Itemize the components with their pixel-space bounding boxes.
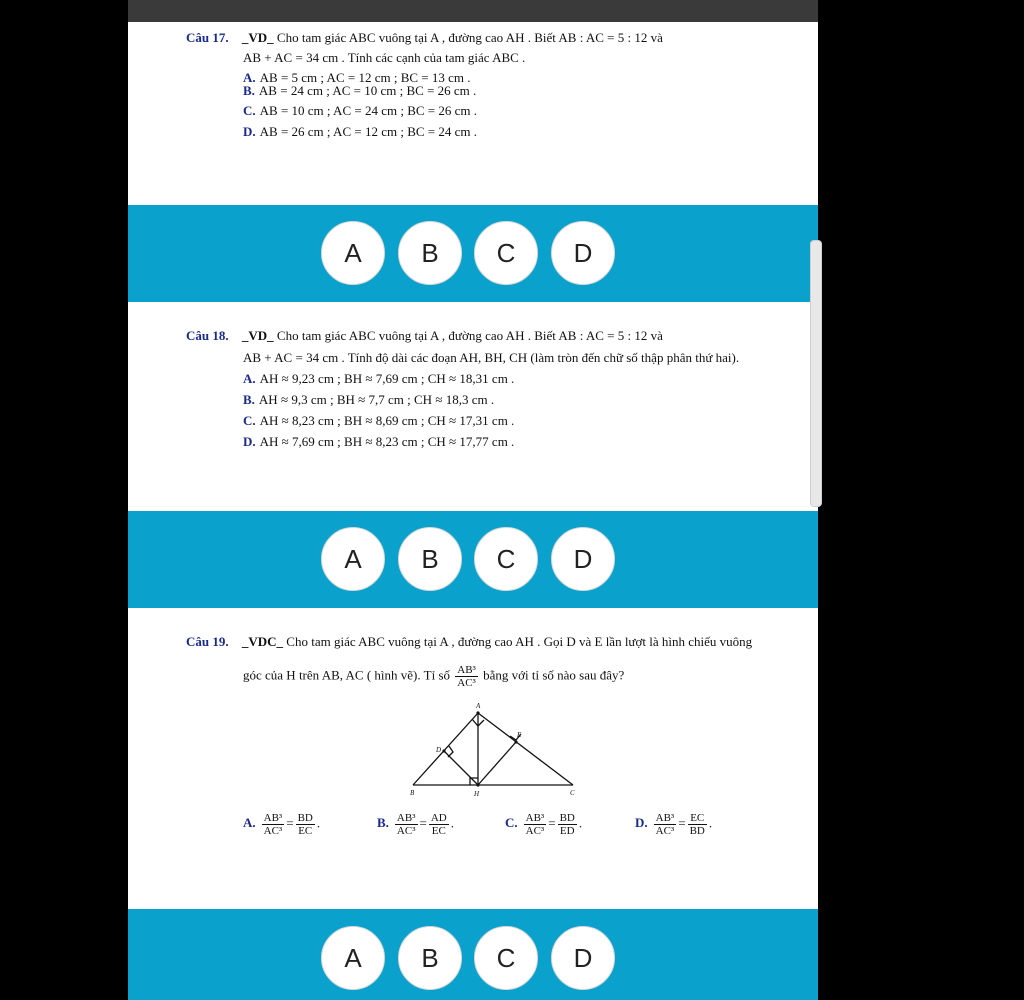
side-ab (413, 713, 478, 785)
answer-button-d[interactable]: D (551, 221, 615, 285)
option-c: C. AH ≈ 8,23 cm ; BH ≈ 8,69 cm ; CH ≈ 17,31 cm . (243, 413, 515, 428)
label-c: C (570, 789, 575, 797)
answer-button-c[interactable]: C (474, 926, 538, 990)
answer-button-b[interactable]: B (398, 221, 462, 285)
option-d: D. AH ≈ 7,69 cm ; BH ≈ 8,23 cm ; CH ≈ 17,77 cm . (243, 434, 515, 449)
option-c: C. AB = 10 cm ; AC = 24 cm ; BC = 26 cm . (243, 103, 477, 118)
scroll-handle[interactable] (810, 240, 822, 507)
question-number: Câu 19. (186, 634, 229, 649)
option-a: A. AB = 5 cm ; AC = 12 cm ; BC = 13 cm . (243, 70, 471, 85)
answer-button-c[interactable]: C (474, 221, 538, 285)
question-number: Câu 18. (186, 328, 229, 343)
option-b: B. AH ≈ 9,3 cm ; BH ≈ 7,7 cm ; CH ≈ 18,3 cm . (243, 392, 495, 407)
option-a: A. AH ≈ 9,23 cm ; BH ≈ 7,69 cm ; CH ≈ 18,31 cm . (243, 371, 515, 386)
label-a: A (476, 702, 481, 710)
segment-he (478, 742, 516, 785)
answer-button-a[interactable]: A (321, 926, 385, 990)
question-text-line2: AB + AC = 34 cm . Tính các cạnh của tam giác ABC . (243, 50, 526, 65)
option-d: D. AB = 26 cm ; AC = 12 cm ; BC = 24 cm . (243, 124, 477, 139)
option-b: B. AB = 24 cm ; AC = 10 cm ; BC = 26 cm . (243, 83, 477, 98)
label-b: B (410, 789, 415, 797)
answer-band-18 (128, 511, 818, 608)
answer-button-d[interactable]: D (551, 527, 615, 591)
answer-button-d[interactable]: D (551, 926, 615, 990)
answer-button-a[interactable]: A (321, 221, 385, 285)
question-level: _VD_ (241, 30, 274, 45)
question-level: _VDC_ (241, 634, 284, 649)
question-19 (186, 632, 752, 689)
option-d: D. $\frac{\text{AB³}}{\text{AC³}}$ = $\frac{EC}{BD}$ . (635, 812, 713, 837)
question-text-line2: góc của H trên AB, AC ( hình vẽ). Tỉ số $\frac{\text{AB³}}{\text{AC³}}$ bằng với tỉ số nào sau đây? (243, 664, 625, 689)
question-number: Câu 17. (186, 30, 229, 45)
question-text-line2: AB + AC = 34 cm . Tính độ dài các đoạn AH, BH, CH (làm tròn đến chữ số thập phân thứ hai). (243, 350, 740, 365)
side-ac (478, 713, 573, 785)
question-level: _VD_ (241, 328, 274, 343)
question-18 (186, 326, 739, 452)
triangle-figure (408, 700, 578, 800)
answer-button-c[interactable]: C (474, 527, 538, 591)
answer-button-b[interactable]: B (398, 527, 462, 591)
question-text: Cho tam giác ABC vuông tại A , đường cao AH . Biết AB : AC = 5 : 12 và (276, 328, 663, 343)
question-17 (186, 28, 663, 142)
right-angle-d (448, 746, 453, 757)
option-a: A. $\frac{\text{AB³}}{\text{AC³}}$ = $\frac{BD}{EC}$ . (243, 812, 321, 837)
answer-button-b[interactable]: B (398, 926, 462, 990)
ratio-fraction: $\frac{\text{AB³}}{\text{AC³}}$ (457, 664, 476, 689)
question-text: Cho tam giác ABC vuông tại A , đường cao AH . Gọi D và E lần lượt là hình chiếu vuông (286, 634, 753, 649)
top-bar (128, 0, 818, 22)
label-e: E (517, 731, 522, 739)
label-h: H (474, 790, 480, 798)
answer-button-a[interactable]: A (321, 527, 385, 591)
worksheet-page (128, 0, 818, 1000)
answer-band-19 (128, 909, 818, 1000)
question-text: Cho tam giác ABC vuông tại A , đường cao AH . Biết AB : AC = 5 : 12 và (276, 30, 663, 45)
option-c: C. $\frac{\text{AB³}}{\text{AC³}}$ = $\frac{BD}{ED}$ . (505, 812, 583, 837)
answer-band-17 (128, 205, 818, 302)
option-b: B. $\frac{\text{AB³}}{\text{AC³}}$ = $\frac{AD}{EC}$ . (377, 812, 454, 837)
label-d: D (436, 746, 442, 754)
